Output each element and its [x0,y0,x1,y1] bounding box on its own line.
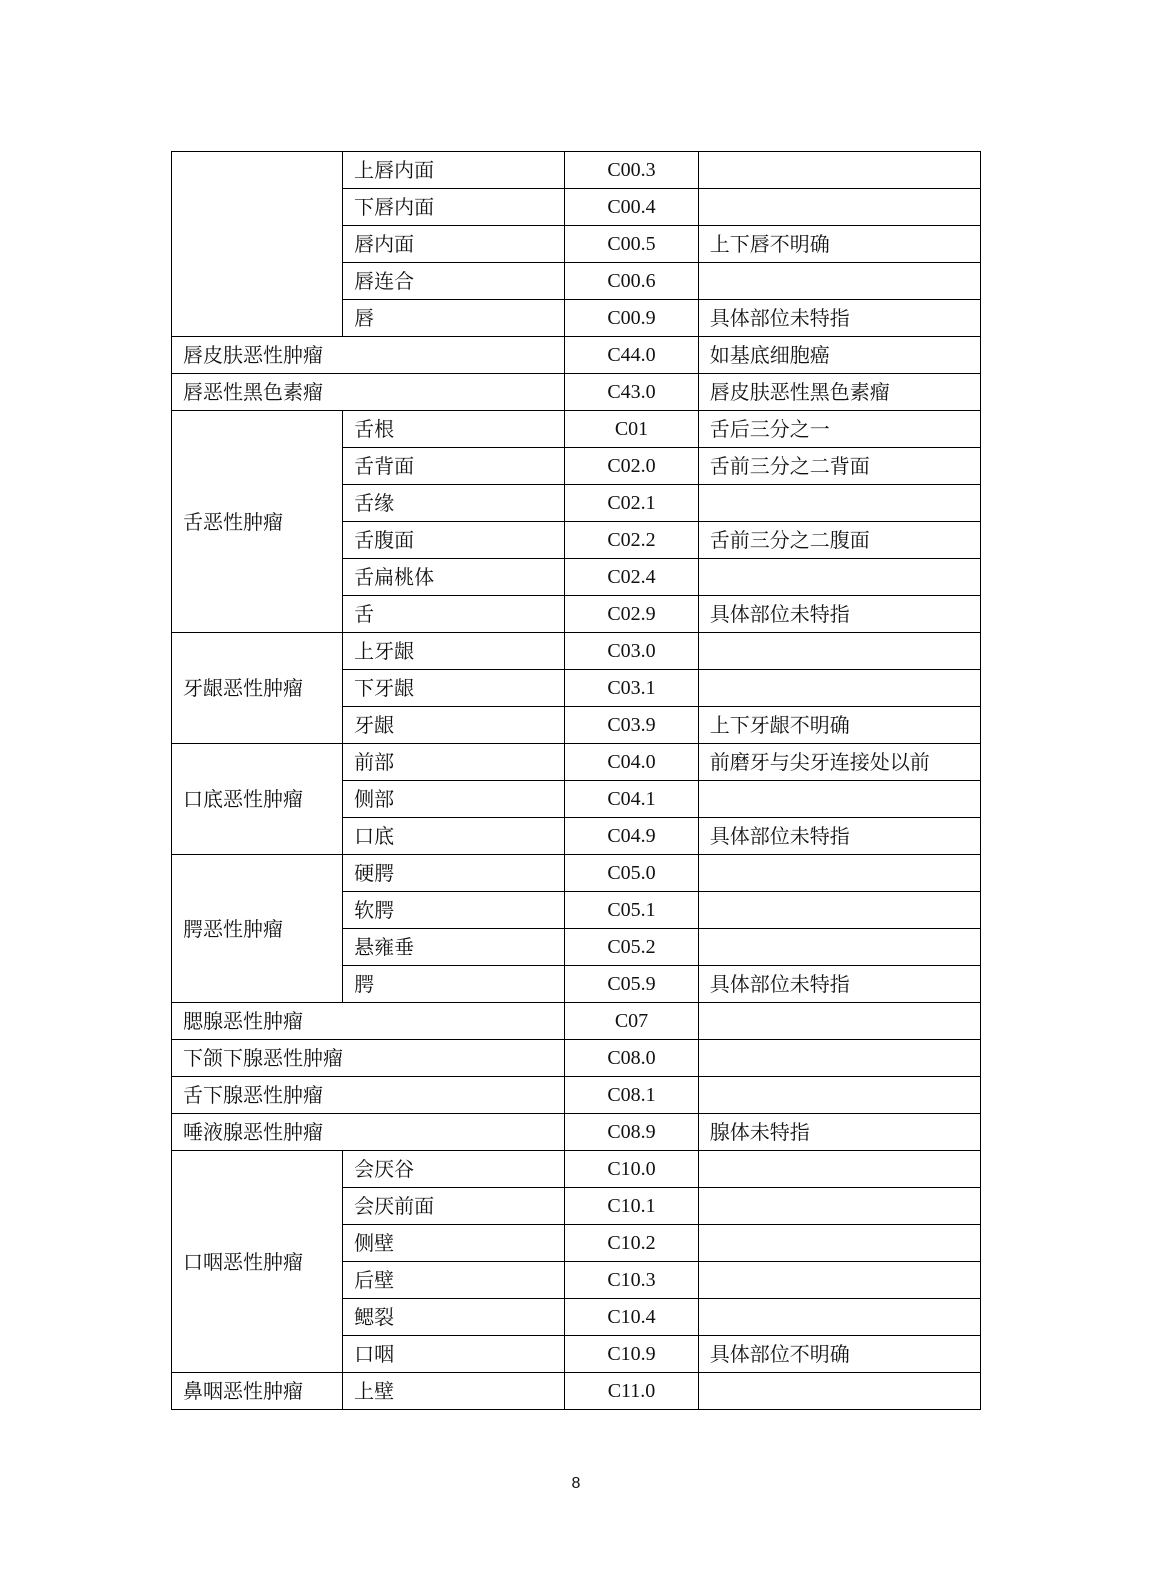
icd-code-cell: C08.1 [565,1077,698,1114]
subsite-cell: 腭 [343,966,565,1003]
note-cell [698,892,980,929]
site-cell: 腮腺恶性肿瘤 [172,1003,565,1040]
note-cell: 具体部位未特指 [698,966,980,1003]
subsite-cell: 舌 [343,596,565,633]
table-row [172,855,981,892]
category-cell: 口底恶性肿瘤 [172,744,343,855]
category-cell: 牙龈恶性肿瘤 [172,633,343,744]
icd-code-cell: C05.2 [565,929,698,966]
note-cell: 如基底细胞癌 [698,337,980,374]
icd-code-cell: C02.4 [565,559,698,596]
subsite-cell: 下牙龈 [343,670,565,707]
subsite-cell: 侧部 [343,781,565,818]
table-row [172,411,981,448]
site-cell: 唾液腺恶性肿瘤 [172,1114,565,1151]
note-cell: 上下唇不明确 [698,226,980,263]
icd-code-cell: C03.9 [565,707,698,744]
subsite-cell: 后壁 [343,1262,565,1299]
icd-code-cell: C05.0 [565,855,698,892]
subsite-cell: 舌根 [343,411,565,448]
subsite-cell: 前部 [343,744,565,781]
subsite-cell: 唇内面 [343,226,565,263]
subsite-cell: 会厌谷 [343,1151,565,1188]
note-cell [698,1151,980,1188]
icd-code-cell: C44.0 [565,337,698,374]
note-cell [698,559,980,596]
subsite-cell: 牙龈 [343,707,565,744]
subsite-cell: 软腭 [343,892,565,929]
table-row [172,374,981,411]
icd-code-cell: C02.0 [565,448,698,485]
icd-code-cell: C07 [565,1003,698,1040]
icd-code-cell: C02.2 [565,522,698,559]
table-row [172,1114,981,1151]
subsite-cell: 唇连合 [343,263,565,300]
note-cell [698,670,980,707]
note-cell [698,929,980,966]
icd-code-cell: C00.4 [565,189,698,226]
note-cell [698,1299,980,1336]
note-cell: 前磨牙与尖牙连接处以前 [698,744,980,781]
category-cell: 鼻咽恶性肿瘤 [172,1373,343,1410]
note-cell [698,485,980,522]
note-cell: 舌前三分之二腹面 [698,522,980,559]
icd-code-cell: C00.9 [565,300,698,337]
table-row [172,1077,981,1114]
icd-code-cell: C10.1 [565,1188,698,1225]
subsite-cell: 上唇内面 [343,152,565,189]
note-cell: 舌前三分之二背面 [698,448,980,485]
icd-code-cell: C01 [565,411,698,448]
note-cell [698,1188,980,1225]
table-row [172,152,981,189]
site-cell: 下颌下腺恶性肿瘤 [172,1040,565,1077]
note-cell [698,1003,980,1040]
table-row [172,1151,981,1188]
site-cell: 唇恶性黑色素瘤 [172,374,565,411]
site-cell: 唇皮肤恶性肿瘤 [172,337,565,374]
note-cell [698,1040,980,1077]
subsite-cell: 口底 [343,818,565,855]
icd-code-cell: C43.0 [565,374,698,411]
icd-code-cell: C10.3 [565,1262,698,1299]
icd-code-cell: C08.9 [565,1114,698,1151]
note-cell [698,263,980,300]
icd-code-cell: C02.9 [565,596,698,633]
icd-code-cell: C04.1 [565,781,698,818]
note-cell: 上下牙龈不明确 [698,707,980,744]
note-cell: 具体部位未特指 [698,300,980,337]
note-cell: 腺体未特指 [698,1114,980,1151]
icd-code-cell: C10.2 [565,1225,698,1262]
category-cell: 口咽恶性肿瘤 [172,1151,343,1373]
subsite-cell: 唇 [343,300,565,337]
note-cell: 具体部位未特指 [698,596,980,633]
subsite-cell: 鳃裂 [343,1299,565,1336]
note-cell: 唇皮肤恶性黑色素瘤 [698,374,980,411]
subsite-cell: 会厌前面 [343,1188,565,1225]
icd-code-cell: C00.6 [565,263,698,300]
note-cell [698,633,980,670]
site-cell: 舌下腺恶性肿瘤 [172,1077,565,1114]
icd-code-cell: C11.0 [565,1373,698,1410]
icd-code-cell: C05.1 [565,892,698,929]
table-row [172,633,981,670]
note-cell [698,855,980,892]
note-cell [698,152,980,189]
table-row [172,1040,981,1077]
table-row [172,337,981,374]
note-cell [698,189,980,226]
subsite-cell: 舌腹面 [343,522,565,559]
note-cell: 舌后三分之一 [698,411,980,448]
note-cell: 具体部位不明确 [698,1336,980,1373]
note-cell [698,781,980,818]
note-cell [698,1077,980,1114]
icd-code-cell: C10.0 [565,1151,698,1188]
note-cell: 具体部位未特指 [698,818,980,855]
subsite-cell: 硬腭 [343,855,565,892]
subsite-cell: 口咽 [343,1336,565,1373]
icd-code-cell: C00.5 [565,226,698,263]
icd-code-cell: C03.1 [565,670,698,707]
table-row [172,744,981,781]
icd-code-cell: C04.9 [565,818,698,855]
icd-code-cell: C10.9 [565,1336,698,1373]
subsite-cell: 舌背面 [343,448,565,485]
category-cell [172,152,343,337]
icd-code-cell: C02.1 [565,485,698,522]
note-cell [698,1373,980,1410]
category-cell: 舌恶性肿瘤 [172,411,343,633]
page-number: 8 [571,1475,581,1492]
icd-code-cell: C03.0 [565,633,698,670]
table-row [172,1003,981,1040]
note-cell [698,1262,980,1299]
subsite-cell: 上牙龈 [343,633,565,670]
icd-code-cell: C00.3 [565,152,698,189]
icd-code-table [171,151,981,1410]
icd-code-cell: C05.9 [565,966,698,1003]
subsite-cell: 上壁 [343,1373,565,1410]
subsite-cell: 舌缘 [343,485,565,522]
subsite-cell: 舌扁桃体 [343,559,565,596]
subsite-cell: 侧壁 [343,1225,565,1262]
note-cell [698,1225,980,1262]
icd-code-cell: C04.0 [565,744,698,781]
icd-code-cell: C10.4 [565,1299,698,1336]
table-row [172,1373,981,1410]
subsite-cell: 下唇内面 [343,189,565,226]
subsite-cell: 悬雍垂 [343,929,565,966]
category-cell: 腭恶性肿瘤 [172,855,343,1003]
icd-code-cell: C08.0 [565,1040,698,1077]
